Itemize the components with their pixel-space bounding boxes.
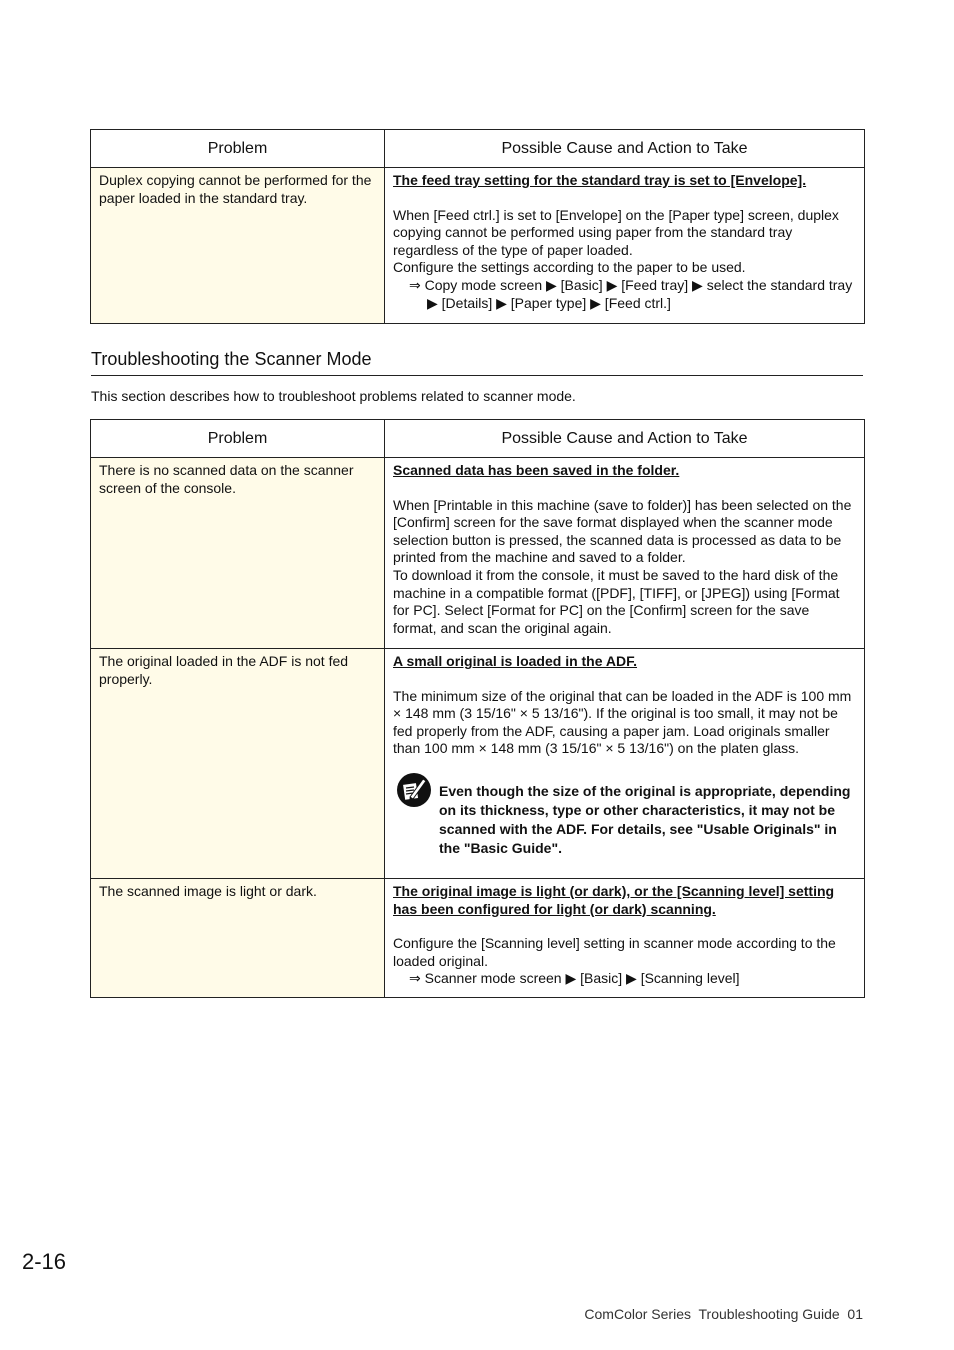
table-header-row [91, 130, 865, 168]
cause-paragraph: Configure the settings according to the paper to be used. [393, 259, 746, 276]
procedure-path: ⇒ Copy mode screen ▶ [Basic] ▶ [Feed tray] ▶ select the standard tray ▶ [Details] ▶ [Paper type] ▶ [Feed ctrl.] [409, 276, 853, 311]
cause-paragraph: The minimum size of the original that can be loaded in the ADF is 100 mm × 148 mm (3 15/16" × 5 13/16"). If the original is too small, it may not be fed properly from the ADF, causing a paper jam. Load originals smaller than 100 mm × 148 mm (3 15/16" × 5 13/16") on the platen glass. [393, 687, 852, 757]
cause-paragraph: Configure the [Scanning level] setting in scanner mode according to the loaded original. [393, 935, 836, 969]
scanner-troubleshooting-table [90, 419, 865, 998]
cause-cell [385, 649, 865, 879]
table-row [91, 458, 865, 649]
cause-paragraph: When [Feed ctrl.] is set to [Envelope] on the [Paper type] screen, duplex copying cannot be performed using paper from the standard tray regardless of the type of paper loaded. [393, 206, 839, 258]
cause-heading: A small original is loaded in the ADF. [393, 653, 638, 669]
table-row [91, 879, 865, 998]
problem-text: The scanned image is light or dark. [99, 883, 317, 899]
problem-text: Duplex copying cannot be performed for the paper loaded in the standard tray. [99, 172, 372, 206]
problem-column-header: Problem [91, 420, 385, 458]
table-row [91, 649, 865, 879]
problem-cell [91, 458, 385, 649]
problem-text: There is no scanned data on the scanner screen of the console. [99, 462, 354, 496]
note-text: Even though the size of the original is appropriate, depending on its thickness, type or other characteristics, it may not be scanned with the ADF. For details, see "Usable Originals" in the "Basic Guide". [439, 782, 851, 856]
cause-heading: Scanned data has been saved in the folder. [393, 462, 680, 478]
problem-column-header: Problem [91, 130, 385, 168]
cause-cell [385, 879, 865, 998]
procedure-path: ⇒ Scanner mode screen ▶ [Basic] ▶ [Scanning level] [409, 970, 740, 987]
problem-cell [91, 168, 385, 324]
pencil-note-icon [396, 772, 432, 808]
cause-column-header: Possible Cause and Action to Take [385, 130, 865, 168]
cause-paragraph: When [Printable in this machine (save to folder)] has been selected on the [Confirm] screen for the save format displayed when the scanner mode selection button is pressed, the scanned data is processed as data to be printed from the machine and saved to a folder. [393, 496, 852, 566]
table-row [91, 168, 865, 324]
cause-heading: The feed tray setting for the standard tray is set to [Envelope]. [393, 172, 807, 188]
note-block [393, 782, 856, 858]
cause-cell [385, 168, 865, 324]
section-intro: This section describes how to troubleshoot problems related to scanner mode. [91, 388, 576, 404]
footer-text: ComColor Series Troubleshooting Guide 01 [584, 1306, 863, 1322]
copy-troubleshooting-table [90, 129, 865, 324]
cause-paragraph: To download it from the console, it must be saved to the hard disk of the machine in a compatible format ([PDF], [TIFF], or [JPEG]) using [Format for PC]. Select [Format for PC] on the [Confirm] screen for the save format, and scan the original again. [393, 566, 840, 636]
problem-cell [91, 879, 385, 998]
cause-heading: The original image is light (or dark), or the [Scanning level] setting has been configured for light (or dark) scanning. [393, 883, 835, 917]
cause-cell [385, 458, 865, 649]
section-title: Troubleshooting the Scanner Mode [91, 349, 863, 376]
problem-text: The original loaded in the ADF is not fed properly. [99, 653, 349, 687]
cause-column-header: Possible Cause and Action to Take [385, 420, 865, 458]
problem-cell [91, 649, 385, 879]
page-number: 2-16 [22, 1249, 67, 1274]
table-header-row [91, 420, 865, 458]
